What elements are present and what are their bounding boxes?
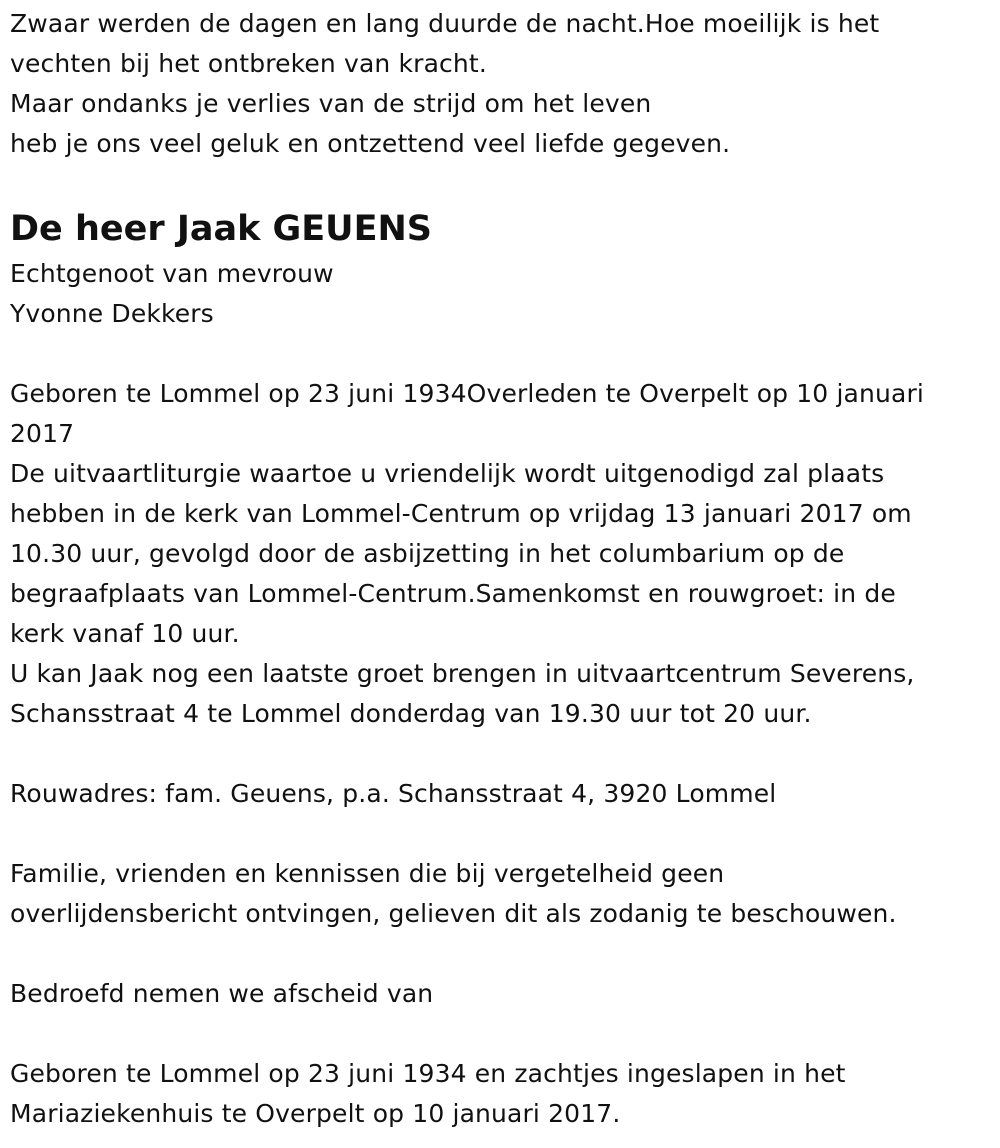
spacer: [10, 334, 990, 374]
spouse-line: Echtgenoot van mevrouw: [10, 259, 334, 288]
closing-line: Geboren te Lommel op 23 juni 1934 en zachtjes ingeslapen in het: [10, 1059, 846, 1088]
details-line: Schansstraat 4 te Lommel donderdag van 19.30 uur tot 20 uur.: [10, 699, 812, 728]
poem-line: Zwaar werden de dagen en lang duurde de nacht.Hoe moeilijk is het: [10, 9, 880, 38]
spacer: [10, 1014, 990, 1054]
spouse-info: [10, 254, 990, 334]
closing: [10, 1054, 990, 1134]
details-line: begraafplaats van Lommel-Centrum.Samenkomst en rouwgroet: in de: [10, 579, 896, 608]
poem-line: vechten bij het ontbreken van kracht.: [10, 49, 487, 78]
notice-line: overlijdensbericht ontvingen, gelieven dit als zodanig te beschouwen.: [10, 899, 897, 928]
poem-line: Maar ondanks je verlies van de strijd om het leven: [10, 89, 652, 118]
details-line: 10.30 uur, gevolgd door de asbijzetting in het columbarium op de: [10, 539, 845, 568]
funeral-details: [10, 374, 990, 734]
spacer: [10, 164, 990, 202]
details-line: 2017: [10, 419, 75, 448]
closing-line: Mariaziekenhuis te Overpelt op 10 januari 2017.: [10, 1099, 621, 1128]
details-line: De uitvaartliturgie waartoe u vriendelijk wordt uitgenodigd zal plaats: [10, 459, 885, 488]
details-line: hebben in de kerk van Lommel-Centrum op vrijdag 13 januari 2017 om: [10, 499, 912, 528]
details-line: kerk vanaf 10 uur.: [10, 619, 240, 648]
spouse-line: Yvonne Dekkers: [10, 299, 214, 328]
mourning-address: Rouwadres: fam. Geuens, p.a. Schansstraat 4, 3920 Lommel: [10, 779, 777, 808]
details-line: U kan Jaak nog een laatste groet brengen in uitvaartcentrum Severens,: [10, 659, 915, 688]
poem: [10, 4, 990, 164]
spacer: [10, 814, 990, 854]
details-line: Geboren te Lommel op 23 juni 1934Overleden te Overpelt op 10 januari: [10, 379, 925, 408]
deceased-name: De heer Jaak GEUENS: [10, 209, 432, 249]
spacer: [10, 934, 990, 974]
farewell-line: Bedroefd nemen we afscheid van: [10, 979, 434, 1008]
poem-line: heb je ons veel geluk en ontzettend veel liefde gegeven.: [10, 129, 731, 158]
notice: [10, 854, 990, 934]
spacer: [10, 734, 990, 774]
notice-line: Familie, vrienden en kennissen die bij vergetelheid geen: [10, 859, 725, 888]
